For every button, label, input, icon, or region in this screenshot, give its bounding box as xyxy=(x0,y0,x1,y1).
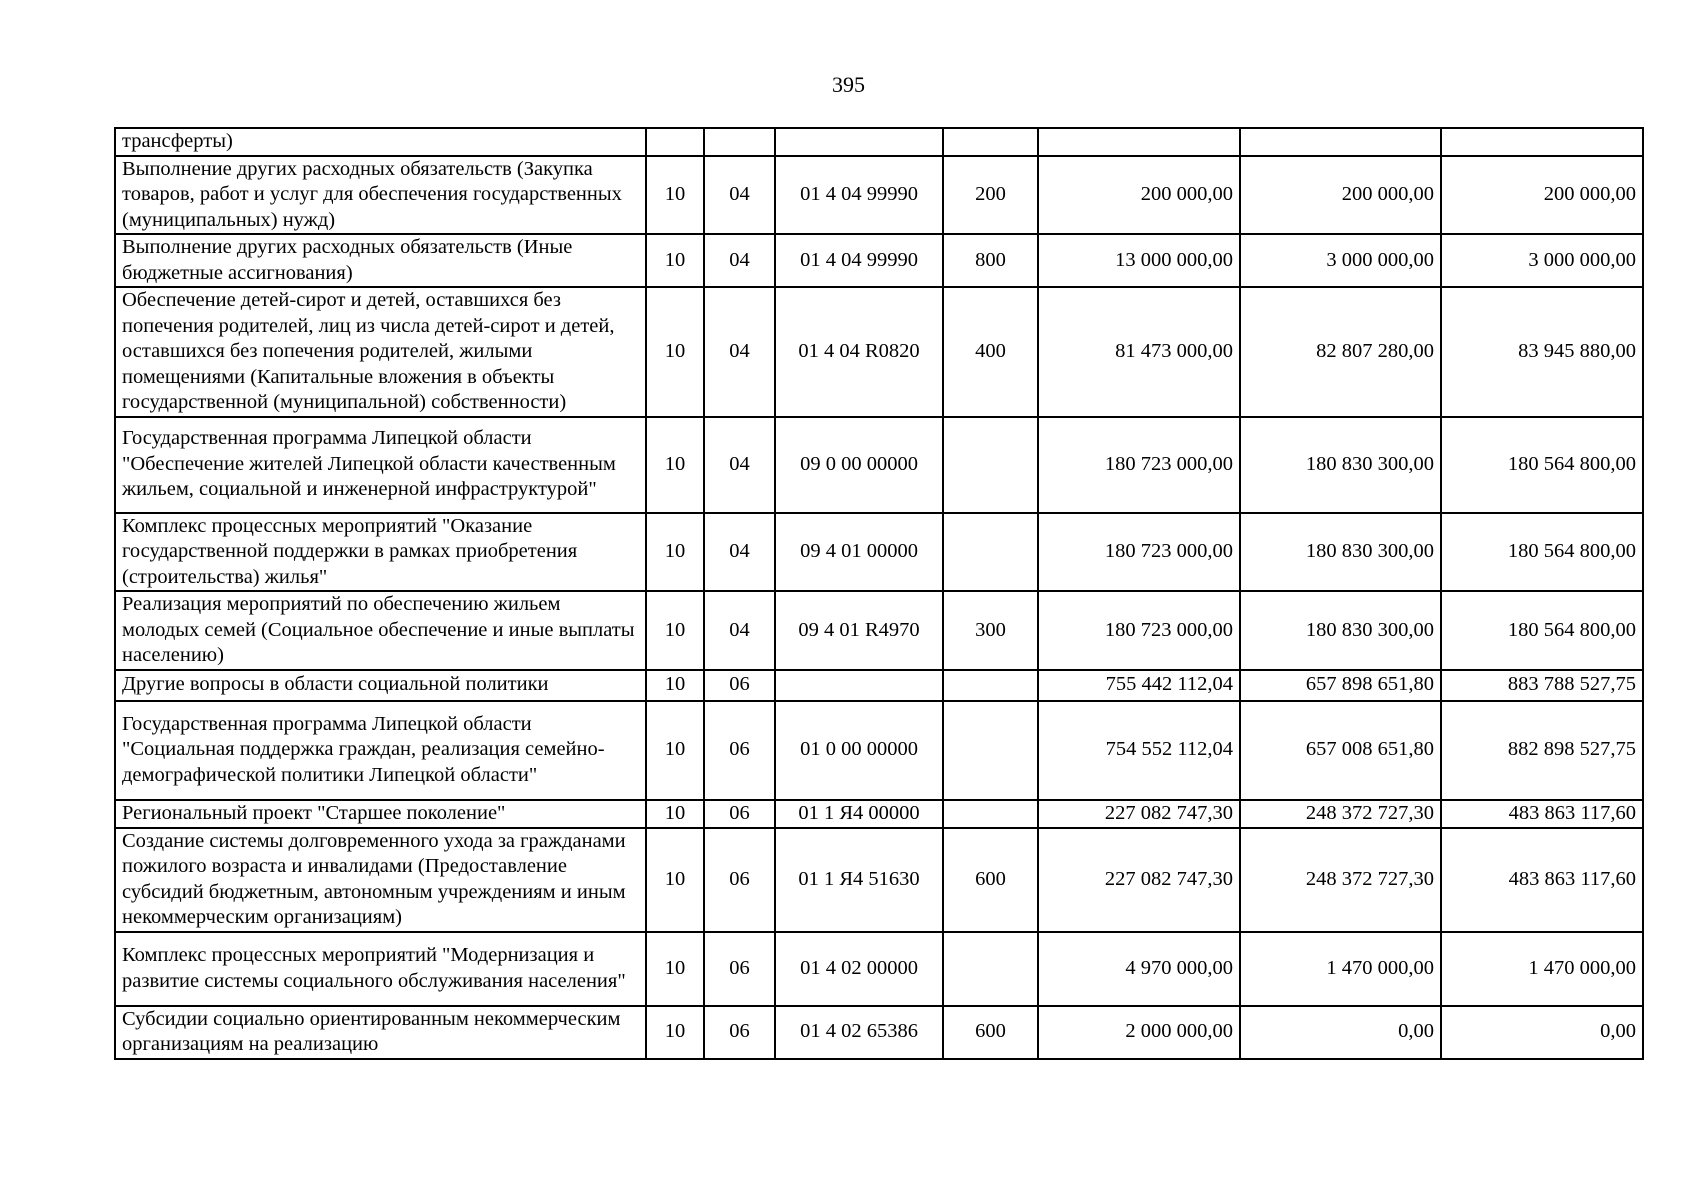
amount-year-3: 882 898 527,75 xyxy=(1441,701,1643,800)
amount-year-1: 200 000,00 xyxy=(1038,156,1240,235)
amount-year-3: 83 945 880,00 xyxy=(1441,287,1643,417)
target-article-code xyxy=(775,670,943,701)
amount-year-2: 657 008 651,80 xyxy=(1240,701,1441,800)
subsection-code: 06 xyxy=(704,828,775,932)
subsection-code: 04 xyxy=(704,513,775,592)
target-article-code: 01 1 Я4 51630 xyxy=(775,828,943,932)
subsection-code xyxy=(704,128,775,156)
subsection-code: 06 xyxy=(704,670,775,701)
table-row xyxy=(115,800,1643,828)
subsection-code: 04 xyxy=(704,156,775,235)
table-row xyxy=(115,701,1643,800)
amount-year-1: 180 723 000,00 xyxy=(1038,591,1240,670)
subsection-code: 06 xyxy=(704,800,775,828)
section-code: 10 xyxy=(646,417,704,513)
amount-year-2: 200 000,00 xyxy=(1240,156,1441,235)
subsection-code: 04 xyxy=(704,287,775,417)
amount-year-2: 0,00 xyxy=(1240,1006,1441,1059)
amount-year-1: 180 723 000,00 xyxy=(1038,513,1240,592)
budget-item-name: Государственная программа Липецкой области "Социальная поддержка граждан, реализация семейно-демографической политики Липецкой области" xyxy=(115,701,646,800)
amount-year-2: 180 830 300,00 xyxy=(1240,513,1441,592)
table-row xyxy=(115,932,1643,1006)
amount-year-1: 754 552 112,04 xyxy=(1038,701,1240,800)
budget-item-name: Другие вопросы в области социальной политики xyxy=(115,670,646,701)
table-row xyxy=(115,670,1643,701)
subsection-code: 06 xyxy=(704,701,775,800)
section-code: 10 xyxy=(646,1006,704,1059)
section-code: 10 xyxy=(646,591,704,670)
table-row xyxy=(115,828,1643,932)
target-article-code: 09 4 01 00000 xyxy=(775,513,943,592)
amount-year-2: 248 372 727,30 xyxy=(1240,828,1441,932)
target-article-code: 09 0 00 00000 xyxy=(775,417,943,513)
budget-table xyxy=(114,127,1644,1060)
table-row xyxy=(115,591,1643,670)
amount-year-2: 3 000 000,00 xyxy=(1240,234,1441,287)
expense-type-code xyxy=(943,932,1038,1006)
amount-year-3: 483 863 117,60 xyxy=(1441,800,1643,828)
expense-type-code xyxy=(943,417,1038,513)
amount-year-3: 180 564 800,00 xyxy=(1441,417,1643,513)
expense-type-code xyxy=(943,701,1038,800)
section-code: 10 xyxy=(646,513,704,592)
amount-year-1: 227 082 747,30 xyxy=(1038,800,1240,828)
amount-year-2: 180 830 300,00 xyxy=(1240,591,1441,670)
target-article-code: 01 4 04 99990 xyxy=(775,156,943,235)
amount-year-1 xyxy=(1038,128,1240,156)
expense-type-code xyxy=(943,670,1038,701)
expense-type-code: 600 xyxy=(943,828,1038,932)
subsection-code: 06 xyxy=(704,932,775,1006)
budget-item-name: Обеспечение детей-сирот и детей, оставшихся без попечения родителей, лиц из числа детей-сирот и детей, оставшихся без попечения родителей, жилыми помещениями (Капитальные вложения в объекты государственной (муниципальной) собственности) xyxy=(115,287,646,417)
subsection-code: 04 xyxy=(704,591,775,670)
amount-year-2: 1 470 000,00 xyxy=(1240,932,1441,1006)
table-row xyxy=(115,128,1643,156)
amount-year-3: 883 788 527,75 xyxy=(1441,670,1643,701)
section-code xyxy=(646,128,704,156)
subsection-code: 04 xyxy=(704,417,775,513)
expense-type-code: 800 xyxy=(943,234,1038,287)
amount-year-2: 180 830 300,00 xyxy=(1240,417,1441,513)
table-row xyxy=(115,287,1643,417)
table-row xyxy=(115,156,1643,235)
target-article-code: 01 4 02 65386 xyxy=(775,1006,943,1059)
expense-type-code xyxy=(943,513,1038,592)
amount-year-1: 180 723 000,00 xyxy=(1038,417,1240,513)
section-code: 10 xyxy=(646,287,704,417)
amount-year-3: 200 000,00 xyxy=(1441,156,1643,235)
section-code: 10 xyxy=(646,828,704,932)
amount-year-2 xyxy=(1240,128,1441,156)
target-article-code: 01 0 00 00000 xyxy=(775,701,943,800)
section-code: 10 xyxy=(646,156,704,235)
amount-year-3: 0,00 xyxy=(1441,1006,1643,1059)
amount-year-2: 248 372 727,30 xyxy=(1240,800,1441,828)
target-article-code: 01 4 02 00000 xyxy=(775,932,943,1006)
amount-year-2: 657 898 651,80 xyxy=(1240,670,1441,701)
amount-year-3: 3 000 000,00 xyxy=(1441,234,1643,287)
target-article-code: 01 4 04 R0820 xyxy=(775,287,943,417)
budget-item-name: Комплекс процессных мероприятий "Оказание государственной поддержки в рамках приобретения (строительства) жилья" xyxy=(115,513,646,592)
target-article-code: 01 4 04 99990 xyxy=(775,234,943,287)
expense-type-code: 200 xyxy=(943,156,1038,235)
table-row xyxy=(115,234,1643,287)
budget-item-name: Создание системы долговременного ухода за гражданами пожилого возраста и инвалидами (Предоставление субсидий бюджетным, автономным учреждениям и иным некоммерческим организациям) xyxy=(115,828,646,932)
budget-item-name: Государственная программа Липецкой области "Обеспечение жителей Липецкой области качественным жильем, социальной и инженерной инфраструктурой" xyxy=(115,417,646,513)
amount-year-3: 180 564 800,00 xyxy=(1441,591,1643,670)
amount-year-3: 1 470 000,00 xyxy=(1441,932,1643,1006)
subsection-code: 06 xyxy=(704,1006,775,1059)
budget-item-name: Реализация мероприятий по обеспечению жильем молодых семей (Социальное обеспечение и иные выплаты населению) xyxy=(115,591,646,670)
budget-item-name: Выполнение других расходных обязательств (Иные бюджетные ассигнования) xyxy=(115,234,646,287)
expense-type-code: 300 xyxy=(943,591,1038,670)
amount-year-1: 4 970 000,00 xyxy=(1038,932,1240,1006)
amount-year-1: 227 082 747,30 xyxy=(1038,828,1240,932)
amount-year-3: 180 564 800,00 xyxy=(1441,513,1643,592)
amount-year-1: 755 442 112,04 xyxy=(1038,670,1240,701)
section-code: 10 xyxy=(646,932,704,1006)
amount-year-1: 81 473 000,00 xyxy=(1038,287,1240,417)
amount-year-3 xyxy=(1441,128,1643,156)
target-article-code: 01 1 Я4 00000 xyxy=(775,800,943,828)
subsection-code: 04 xyxy=(704,234,775,287)
amount-year-1: 2 000 000,00 xyxy=(1038,1006,1240,1059)
expense-type-code: 600 xyxy=(943,1006,1038,1059)
budget-item-name: Комплекс процессных мероприятий "Модернизация и развитие системы социального обслуживания населения" xyxy=(115,932,646,1006)
section-code: 10 xyxy=(646,670,704,701)
budget-item-name: Региональный проект "Старшее поколение" xyxy=(115,800,646,828)
table-row xyxy=(115,1006,1643,1059)
budget-table-body xyxy=(115,128,1643,1059)
budget-item-name: трансферты) xyxy=(115,128,646,156)
amount-year-1: 13 000 000,00 xyxy=(1038,234,1240,287)
amount-year-3: 483 863 117,60 xyxy=(1441,828,1643,932)
expense-type-code xyxy=(943,128,1038,156)
target-article-code: 09 4 01 R4970 xyxy=(775,591,943,670)
table-row xyxy=(115,417,1643,513)
page-number: 395 xyxy=(832,72,865,97)
section-code: 10 xyxy=(646,234,704,287)
table-row xyxy=(115,513,1643,592)
section-code: 10 xyxy=(646,800,704,828)
section-code: 10 xyxy=(646,701,704,800)
budget-item-name: Субсидии социально ориентированным некоммерческим организациям на реализацию xyxy=(115,1006,646,1059)
budget-item-name: Выполнение других расходных обязательств (Закупка товаров, работ и услуг для обеспечения государственных (муниципальных) нужд) xyxy=(115,156,646,235)
amount-year-2: 82 807 280,00 xyxy=(1240,287,1441,417)
expense-type-code xyxy=(943,800,1038,828)
expense-type-code: 400 xyxy=(943,287,1038,417)
target-article-code xyxy=(775,128,943,156)
